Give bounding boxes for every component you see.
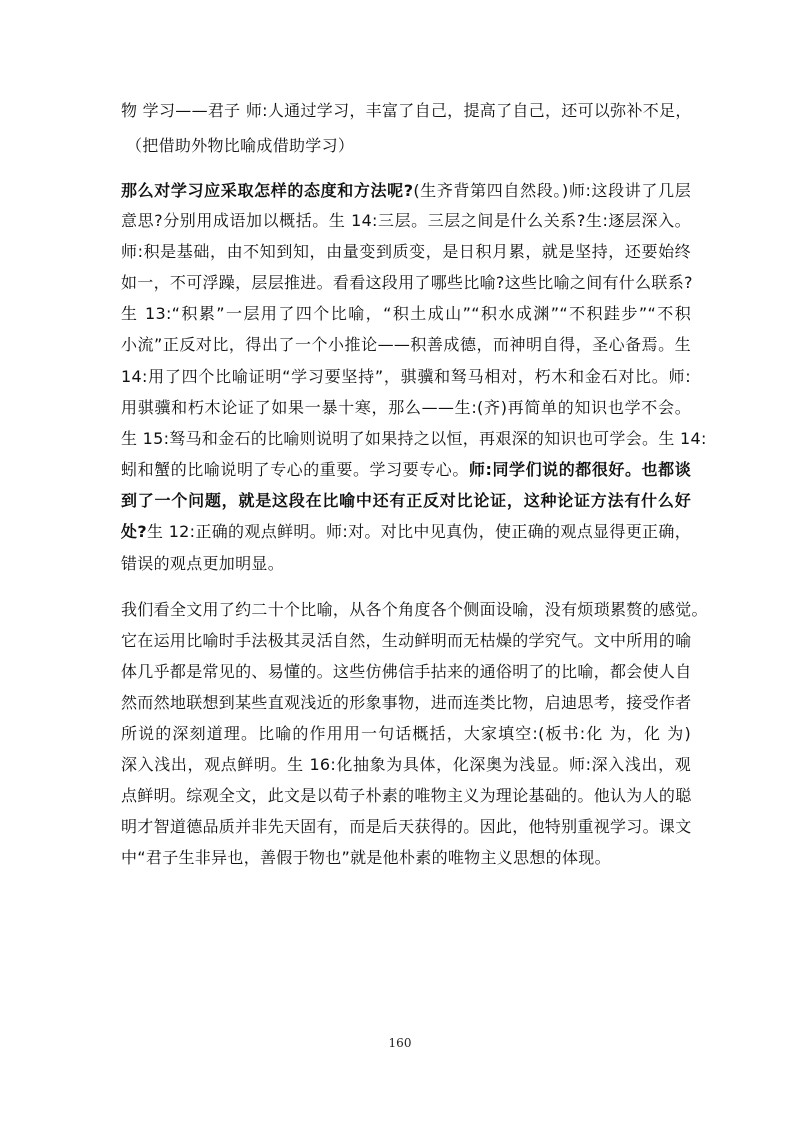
text-segment: 它在运用比喻时手法极其灵活自然，生动鲜明而无枯燥的学究气。文中所用的喻 — [121, 631, 692, 650]
text-segment: 生 15:驽马和金石的比喻则说明了如果持之以恒，再艰深的知识也可学会。生 14: — [121, 429, 707, 448]
text-segment: 小流”正反对比，得出了一个小推论——积善成德，而神明自得，圣心备焉。生 — [121, 335, 691, 354]
text-line — [121, 785, 691, 807]
text-line — [121, 599, 708, 621]
bold-text-segment: 那么对学习应采取怎样的态度和方法呢? — [121, 181, 414, 200]
text-segment: 中“君子生非异也，善假于物也”就是他朴素的唯物主义思想的体现。 — [121, 848, 611, 867]
text-segment: 我们看全文用了约二十个比喻，从各个角度各个侧面设喻，没有烦琐累赘的感觉。 — [121, 600, 708, 619]
text-segment: 如一，不可浮躁，层层推进。看看这段用了哪些比喻?这些比喻之间有什么联系? — [121, 273, 693, 292]
text-line — [121, 661, 691, 683]
text-line — [121, 210, 691, 232]
text-line — [121, 303, 691, 325]
text-segment: 明才智道德品质并非先天固有，而是后天获得的。因此，他特别重视学习。课文 — [121, 817, 692, 836]
text-segment: (生齐背第四自然段。)师:这段讲了几层 — [413, 181, 692, 200]
text-line — [126, 135, 696, 157]
text-segment: 点鲜明。综观全文，此文是以荀子朴素的唯物主义为理论基础的。他认为人的聪 — [121, 786, 692, 805]
text-segment: 师:积是基础，由不知到知，由量变到质变，是日积月累，就是坚持，还要始终 — [121, 242, 691, 261]
text-line — [121, 754, 691, 776]
text-line — [121, 180, 691, 202]
text-line — [121, 692, 691, 714]
text-line — [121, 397, 691, 419]
text-line — [121, 428, 707, 450]
bold-text-segment: 到了一个问题，就是这段在比喻中还有正反对比论证，这种论证方法有什么好 — [121, 491, 691, 510]
text-segment: 体几乎都是常见的、易懂的。这些仿佛信手拈来的通俗明了的比喻，都会使人自 — [121, 662, 692, 681]
bold-text-segment: 处? — [121, 522, 147, 541]
text-line — [121, 334, 691, 356]
text-segment: 所说的深刻道理。比喻的作用用一句话概括，大家填空:(板书:化 为，化 为) — [121, 724, 691, 743]
text-line — [121, 241, 691, 263]
text-segment: 物 学习——君子 师:人通过学习，丰富了自己，提高了自己，还可以弥补不足， — [121, 101, 692, 120]
text-segment: 用骐骥和朽木论证了如果一暴十寒，那么——生:(齐)再简单的知识也学不会。 — [121, 398, 691, 417]
text-segment: 14:用了四个比喻证明“学习要坚持”，骐骥和驽马相对，朽木和金石对比。师: — [121, 367, 691, 386]
text-line — [121, 723, 691, 745]
page-number: 160 — [388, 1036, 412, 1050]
text-segment: 生 13:“积累”一层用了四个比喻，“积土成山”“积水成渊”“不积跬步”“不积 — [121, 304, 691, 323]
text-line — [121, 490, 691, 512]
text-segment: （把借助外物比喻成借助学习） — [126, 136, 355, 155]
text-line — [121, 521, 691, 543]
text-segment: 然而然地联想到某些直观浅近的形象事物，进而连类比物，启迪思考，接受作者 — [121, 693, 692, 712]
text-line — [121, 847, 691, 869]
text-line — [121, 630, 691, 652]
text-line — [121, 272, 691, 294]
text-line — [121, 553, 691, 575]
text-line — [121, 459, 691, 481]
text-segment: 生 12:正确的观点鲜明。师:对。对比中见真伪，使正确的观点显得更正确， — [146, 522, 691, 541]
text-segment: 意思?分别用成语加以概括。生 14:三层。三层之间是什么关系?生:逐层深入。 — [121, 211, 691, 230]
text-line — [121, 816, 691, 838]
text-line — [121, 366, 691, 388]
text-segment: 蚓和蟹的比喻说明了专心的重要。学习要专心。 — [121, 460, 469, 479]
text-segment: 错误的观点更加明显。 — [121, 554, 285, 573]
bold-text-segment: 师:同学们说的都很好。也都谈 — [468, 460, 691, 479]
text-segment: 深入浅出，观点鲜明。生 16:化抽象为具体，化深奥为浅显。师:深入浅出，观 — [121, 755, 691, 774]
text-line — [121, 100, 691, 122]
